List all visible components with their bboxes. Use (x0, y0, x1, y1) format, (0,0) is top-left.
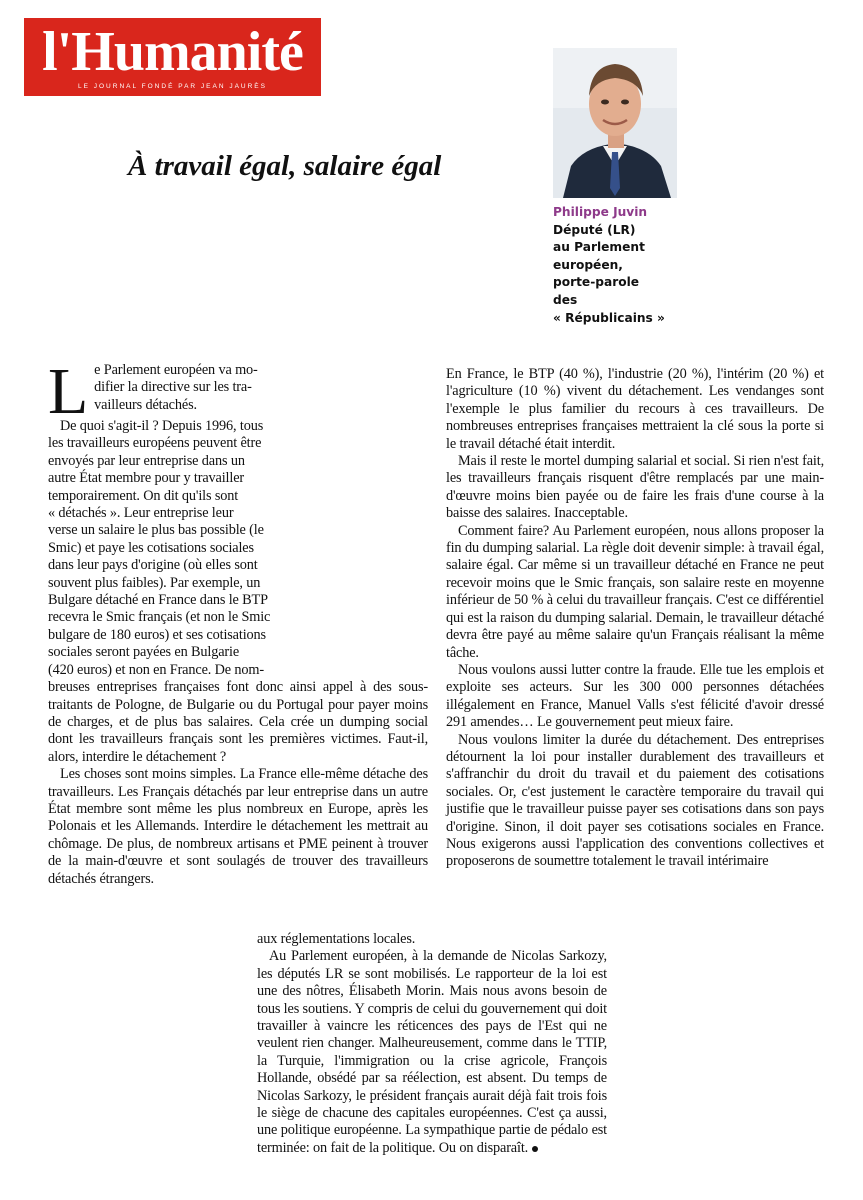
article-column-right (446, 366, 824, 871)
text-line: difier la directive sur les tra- (94, 379, 252, 396)
text-line: vailleurs détachés. (94, 396, 197, 413)
author-role-line: « Républicains » (553, 310, 665, 325)
text-line: souvent plus faibles). Par exemple, un (48, 574, 261, 591)
text-line: dans leur pays d'origine (où elles sont (48, 557, 258, 574)
author-role-line: Député (LR) (553, 222, 636, 237)
text-line: « détachés ». Leur entreprise leur (48, 505, 234, 522)
article-headline: À travail égal, salaire égal (128, 150, 442, 182)
author-portrait-icon (553, 48, 677, 198)
author-role-line: au Parlement (553, 240, 645, 255)
end-mark-icon (532, 1146, 538, 1152)
text-line: e Parlement européen va mo- (94, 362, 258, 378)
text-line: De quoi s'agit-il ? Depuis 1996, tous (60, 418, 264, 434)
text-line: autre État membre pour y travailler (48, 470, 245, 487)
article-paragraph: Les choses sont moins simples. La France elle-même détache des travailleurs. Les Français détachés par leur entreprise dans un autre État membre sont même les plus nombreux en Europe, après les Polonais et les Allemands. Interdire le détachement les mettrait au chômage. De plus, de nombreux artisans et PME peinent à trouver de la main-d'œuvre et sont soulagés de trouver des travailleurs détachés étrangers. (48, 766, 428, 887)
article-intro (48, 355, 286, 679)
article-column-left (48, 355, 428, 888)
author-portrait (553, 48, 677, 198)
masthead-tagline: LE JOURNAL FONDÉ PAR JEAN JAURÈS (78, 83, 267, 90)
article-paragraph: Mais il reste le mortel dumping salarial et social. Si rien n'est fait, les travailleurs français risquent d'être remplacés par une main-d'œuvre moins bien payée ou de faire les frais d'une course à la baisse des salaires. Inacceptable. (446, 453, 824, 522)
author-role-line: porte-parole (553, 275, 640, 290)
text-line: recevra le Smic français (et non le Smic (48, 609, 271, 626)
article-paragraph: Nous voulons limiter la durée du détachement. Des entreprises détournent la loi pour installer durablement des travailleurs et s'affranchir du droit du travail et du paiement des cotisations sociales. Or, c'est justement le caractère temporaire du travail qui justifie que le travailleur puisse payer ses cotisations dans son pays d'origine. Sinon, il doit payer ses cotisations sociales en France. Nous exigerons aussi l'application des conventions collectives et proposerons de soumettre totalement le travail intérimaire (446, 731, 824, 870)
text-line: verse un salaire le plus bas possible (le (48, 522, 264, 539)
masthead-logo (24, 18, 321, 96)
article-paragraph: aux réglementations locales. (257, 931, 416, 947)
text-line: envoyés par leur entreprise dans un (48, 452, 245, 469)
text-line: Bulgare détaché en France dans le BTP (48, 592, 268, 609)
article-paragraph-text: Au Parlement européen, à la demande de Nicolas Sarkozy, les députés LR se sont mobilisés. Le rapporteur de la loi est une des nôtres, Élisabeth Morin. Mais nous avons besoin de tous les soutiens. Y compris de celui du gouvernement qui doit travailler à vaincre les réticences des pays de l'Est qui ne veulent rien changer. Malheureusement, comme dans le TTIP, la Turquie, l'immigration ou la crise agricole, François Hollande, obsédé par sa réélection, est absent. Du temps de Nicolas Sarkozy, le président français aurait déjà fait trois fois le siège de chacune des capitales européennes. C'est ça aussi, une politique européenne. La sympathique partie de pédalo est terminée: on fait de la politique. Ou on disparaît. (257, 948, 607, 1156)
article-paragraph: Comment faire? Au Parlement européen, nous allons proposer la fin du dumping salarial. La règle doit devenir simple: à travail égal, salaire égal. Car même si un travailleur détaché en France ne peut recevoir moins que le Smic français, son salaire reste en moyenne inférieur de 50 % à celui du travailleur français. C'est ce différentiel qui est la raison du dumping salarial. Demain, le travailleur détaché devra être payé au même salaire qu'un Français réalisant la même tâche. (446, 522, 824, 661)
article-column-bottom (257, 931, 607, 1157)
author-role-line: des (553, 292, 578, 307)
drop-cap: L (48, 355, 89, 428)
author-role-line: européen, (553, 257, 623, 272)
article-paragraph: breuses entreprises françaises font donc ainsi appel à des sous-traitants de Pologne, de Bulgarie ou du Portugal pour payer moins de charges, et de plus bas salaires. Cela crée un dumping social dont les travailleurs français sont les premières victimes. Faut-il, alors, interdire le détachement ? (48, 679, 428, 765)
author-name: Philippe Juvin (553, 205, 648, 219)
text-line: sociales seront payées en Bulgarie (48, 644, 240, 661)
article-paragraph: Nous voulons aussi lutter contre la fraude. Elle tue les emplois et exploite ses acteurs. Sur les 300 000 personnes détachées illégalement en France, Manuel Valls s'est félicité d'avoir dressé 291 amendes… Le gouvernement peut mieux faire. (446, 661, 824, 731)
masthead-title: l'Humanité (42, 21, 303, 83)
text-line: (420 euros) et non en France. De nom- (48, 661, 264, 678)
article-paragraph (257, 948, 607, 1157)
text-line: Smic) et paye les cotisations sociales (48, 539, 254, 556)
author-caption (553, 204, 723, 327)
text-line: temporairement. On dit qu'ils sont (48, 487, 239, 504)
text-line: les travailleurs européens peuvent être (48, 435, 262, 452)
text-line: bulgare de 180 euros) et ses cotisations (48, 626, 266, 643)
article-paragraph: En France, le BTP (40 %), l'industrie (20 %), l'intérim (20 %) et l'agriculture (10 %) vivent du détachement. Les vendanges sont l'exemple le plus familier du recours à ces travailleurs. De nombreuses entreprises françaises mettraient la clé sous la porte si le travail détaché était interdit. (446, 366, 824, 452)
